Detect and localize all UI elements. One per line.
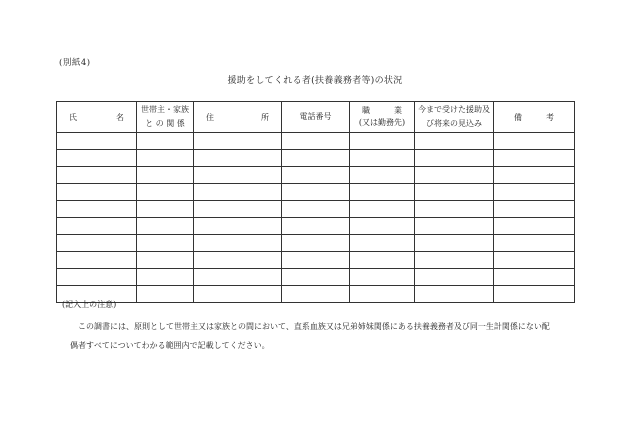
table-cell-remarks[interactable] <box>494 269 575 286</box>
table-cell-support[interactable] <box>415 150 494 167</box>
table-cell-occupation[interactable] <box>350 269 415 286</box>
table-cell-name[interactable] <box>57 269 137 286</box>
table-cell-phone[interactable] <box>282 286 350 303</box>
table-cell-relation[interactable] <box>137 133 194 150</box>
table-cell-address[interactable] <box>194 150 282 167</box>
table-header-row <box>57 102 575 133</box>
table-cell-name[interactable] <box>57 133 137 150</box>
table-cell-support[interactable] <box>415 218 494 235</box>
header-occupation: 職 業 (又は勤務先) <box>350 102 415 133</box>
table-cell-name[interactable] <box>57 218 137 235</box>
table-cell-remarks[interactable] <box>494 252 575 269</box>
table-cell-remarks[interactable] <box>494 218 575 235</box>
table-row <box>57 252 575 269</box>
table-cell-name[interactable] <box>57 167 137 184</box>
table-row <box>57 184 575 201</box>
header-support: 今まで受けた援助及 び将来の見込み <box>415 102 494 133</box>
table-cell-occupation[interactable] <box>350 218 415 235</box>
table-cell-remarks[interactable] <box>494 150 575 167</box>
table-cell-remarks[interactable] <box>494 201 575 218</box>
table-cell-support[interactable] <box>415 252 494 269</box>
note-line-1: この調書には、原則として世帯主又は家族との間において、直系血族又は兄弟姉妹関係にある扶養義務者及び同一生計関係にない配 <box>78 322 550 331</box>
table-cell-address[interactable] <box>194 269 282 286</box>
notes-heading: (記入上の注意) <box>62 300 117 309</box>
table-cell-relation[interactable] <box>137 235 194 252</box>
table-cell-address[interactable] <box>194 286 282 303</box>
table-cell-relation[interactable] <box>137 201 194 218</box>
header-address: 住 所 <box>194 102 282 133</box>
header-phone: 電話番号 <box>282 102 350 133</box>
table-cell-support[interactable] <box>415 286 494 303</box>
table-cell-remarks[interactable] <box>494 184 575 201</box>
table-cell-name[interactable] <box>57 184 137 201</box>
table-cell-occupation[interactable] <box>350 252 415 269</box>
table-cell-address[interactable] <box>194 252 282 269</box>
table-cell-address[interactable] <box>194 184 282 201</box>
table-cell-relation[interactable] <box>137 286 194 303</box>
notes-body <box>62 317 567 355</box>
table-cell-relation[interactable] <box>137 269 194 286</box>
table-cell-support[interactable] <box>415 184 494 201</box>
table-cell-relation[interactable] <box>137 150 194 167</box>
table-cell-relation[interactable] <box>137 184 194 201</box>
table-row <box>57 286 575 303</box>
table-cell-name[interactable] <box>57 201 137 218</box>
table-cell-occupation[interactable] <box>350 133 415 150</box>
table-cell-phone[interactable] <box>282 150 350 167</box>
table-cell-relation[interactable] <box>137 252 194 269</box>
table-cell-support[interactable] <box>415 235 494 252</box>
table-cell-phone[interactable] <box>282 167 350 184</box>
table-cell-relation[interactable] <box>137 218 194 235</box>
table-cell-address[interactable] <box>194 133 282 150</box>
table-row <box>57 235 575 252</box>
table-cell-support[interactable] <box>415 133 494 150</box>
table-cell-occupation[interactable] <box>350 150 415 167</box>
table-cell-remarks[interactable] <box>494 167 575 184</box>
table-cell-phone[interactable] <box>282 218 350 235</box>
form-title: 援助をしてくれる者(扶養義務者等)の状況 <box>227 76 403 86</box>
table-cell-support[interactable] <box>415 201 494 218</box>
table-cell-relation[interactable] <box>137 167 194 184</box>
table-cell-address[interactable] <box>194 167 282 184</box>
table-row <box>57 133 575 150</box>
note-line-2: 偶者すべてについてわかる範囲内で記載してください。 <box>70 341 270 350</box>
table-cell-occupation[interactable] <box>350 184 415 201</box>
table-cell-occupation[interactable] <box>350 235 415 252</box>
table-row <box>57 150 575 167</box>
table-cell-occupation[interactable] <box>350 201 415 218</box>
header-remarks: 備 考 <box>494 102 575 133</box>
header-name: 氏 名 <box>57 102 137 133</box>
table-cell-address[interactable] <box>194 201 282 218</box>
table-cell-name[interactable] <box>57 150 137 167</box>
table-cell-phone[interactable] <box>282 201 350 218</box>
table-cell-phone[interactable] <box>282 184 350 201</box>
table-cell-remarks[interactable] <box>494 133 575 150</box>
table-cell-phone[interactable] <box>282 269 350 286</box>
table-cell-phone[interactable] <box>282 235 350 252</box>
table-cell-remarks[interactable] <box>494 286 575 303</box>
table-row <box>57 167 575 184</box>
table-cell-phone[interactable] <box>282 133 350 150</box>
table-row <box>57 269 575 286</box>
annex-label: (別紙4) <box>59 58 91 68</box>
supporters-table <box>56 101 575 303</box>
table-cell-address[interactable] <box>194 218 282 235</box>
table-cell-occupation[interactable] <box>350 167 415 184</box>
table-cell-support[interactable] <box>415 167 494 184</box>
table-cell-name[interactable] <box>57 235 137 252</box>
table-cell-name[interactable] <box>57 252 137 269</box>
table-cell-remarks[interactable] <box>494 235 575 252</box>
header-relation: 世帯主・家族 と の 関 係 <box>137 102 194 133</box>
table-cell-phone[interactable] <box>282 252 350 269</box>
table-cell-support[interactable] <box>415 269 494 286</box>
table-row <box>57 218 575 235</box>
table-cell-occupation[interactable] <box>350 286 415 303</box>
table-row <box>57 201 575 218</box>
table-cell-address[interactable] <box>194 235 282 252</box>
